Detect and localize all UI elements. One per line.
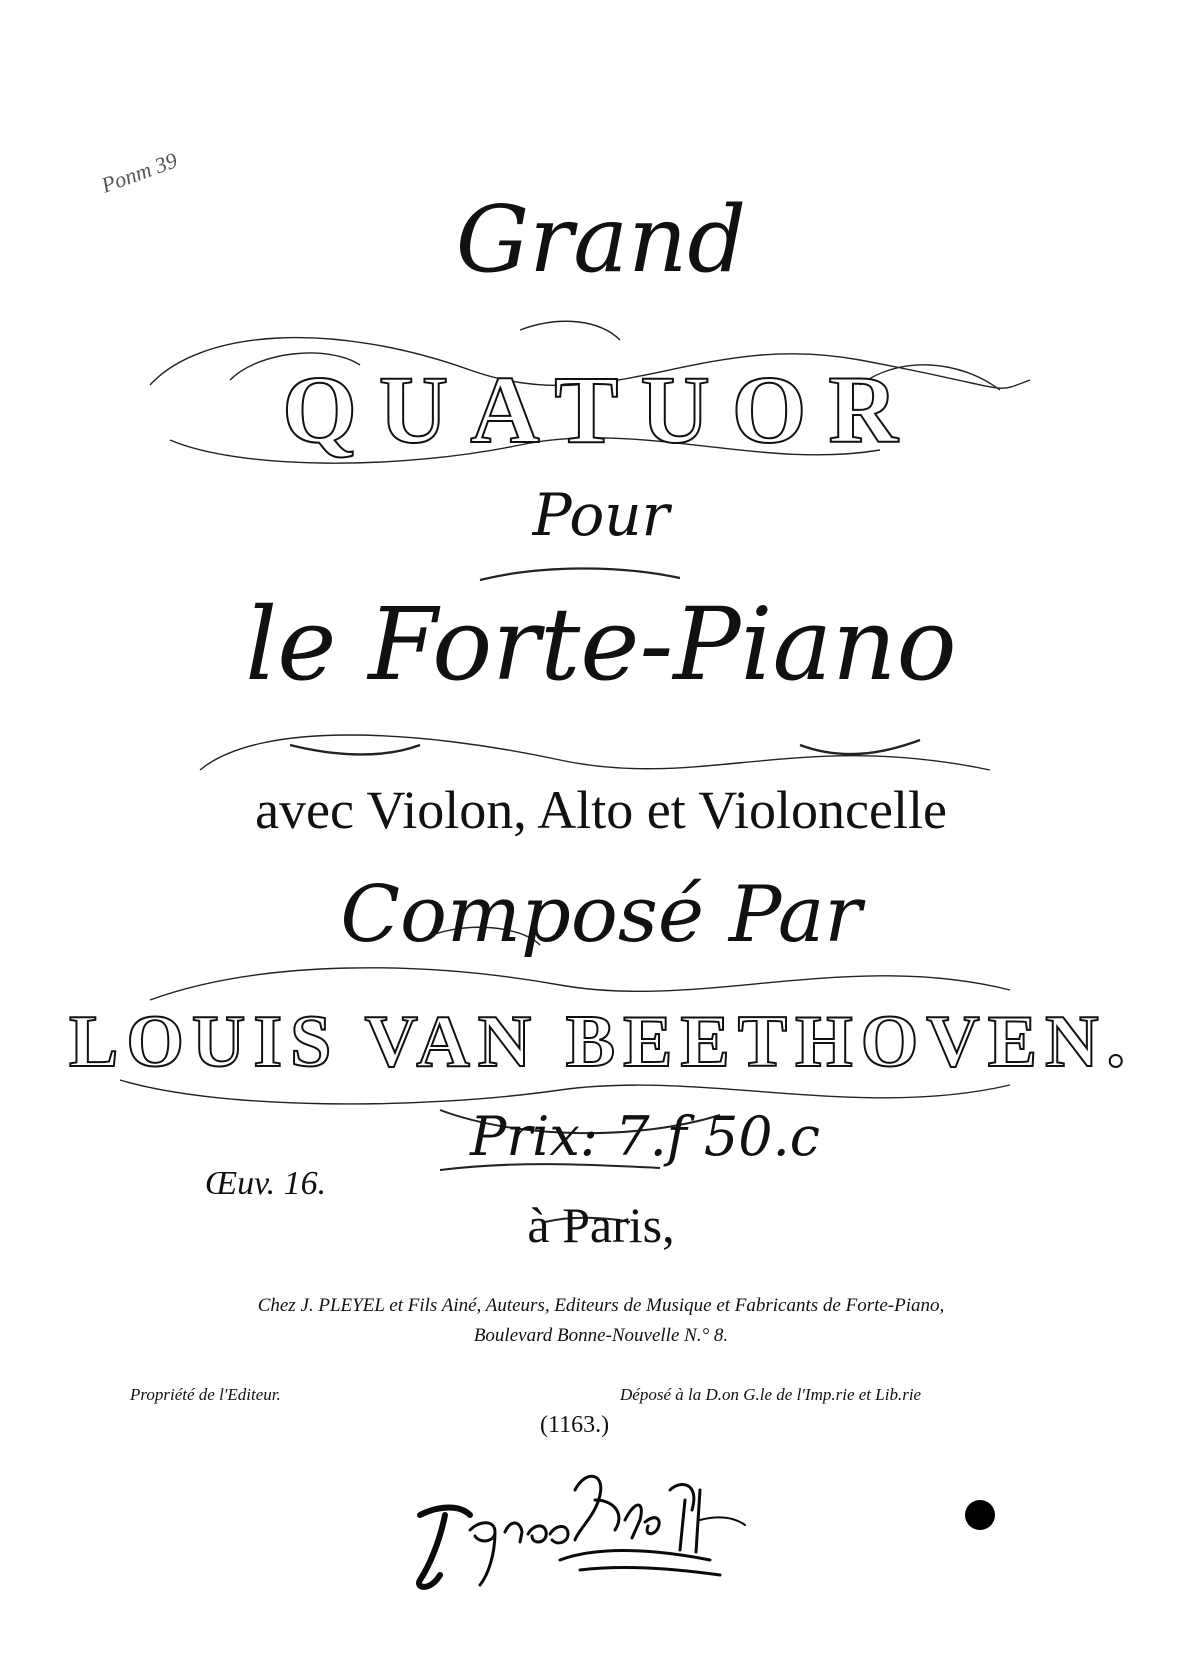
opus-number: Œuv. 16. (205, 1165, 327, 1202)
ink-blot (965, 1500, 995, 1530)
flourish-pour (480, 568, 680, 580)
title-grand: Grand (455, 186, 747, 293)
title-compose: Composé Par (340, 870, 862, 960)
publisher-line-1: Chez J. PLEYEL et Fils Ainé, Auteurs, Editeurs de Musique et Fabricants de Forte-Piano, (257, 1295, 945, 1316)
title-pour: Pour (532, 481, 670, 549)
price: Prix: 7.f 50.c (470, 1105, 821, 1168)
property-notice: Propriété de l'Editeur. (130, 1385, 281, 1404)
flourish-piano-lower (200, 735, 990, 770)
publisher-line-2: Boulevard Bonne-Nouvelle N.° 8. (473, 1325, 729, 1346)
pleyel-signature (400, 1460, 780, 1610)
title-quatuor: QUATUOR (282, 356, 920, 463)
publisher-city: à Paris, (527, 1197, 675, 1253)
deposit-notice: Déposé à la D.on G.le de l'Imp.rie et Lib.rie (620, 1385, 922, 1404)
plate-number: (1163.) (540, 1412, 610, 1438)
title-with: avec Violon, Alto et Violoncelle (255, 780, 947, 840)
flourish-compose (150, 968, 1010, 1000)
pencil-note: Ponm 39 (97, 147, 181, 198)
title-composer: LOUIS VAN BEETHOVEN. (68, 1001, 1134, 1083)
title-instrument: le Forte-Piano (245, 586, 957, 703)
